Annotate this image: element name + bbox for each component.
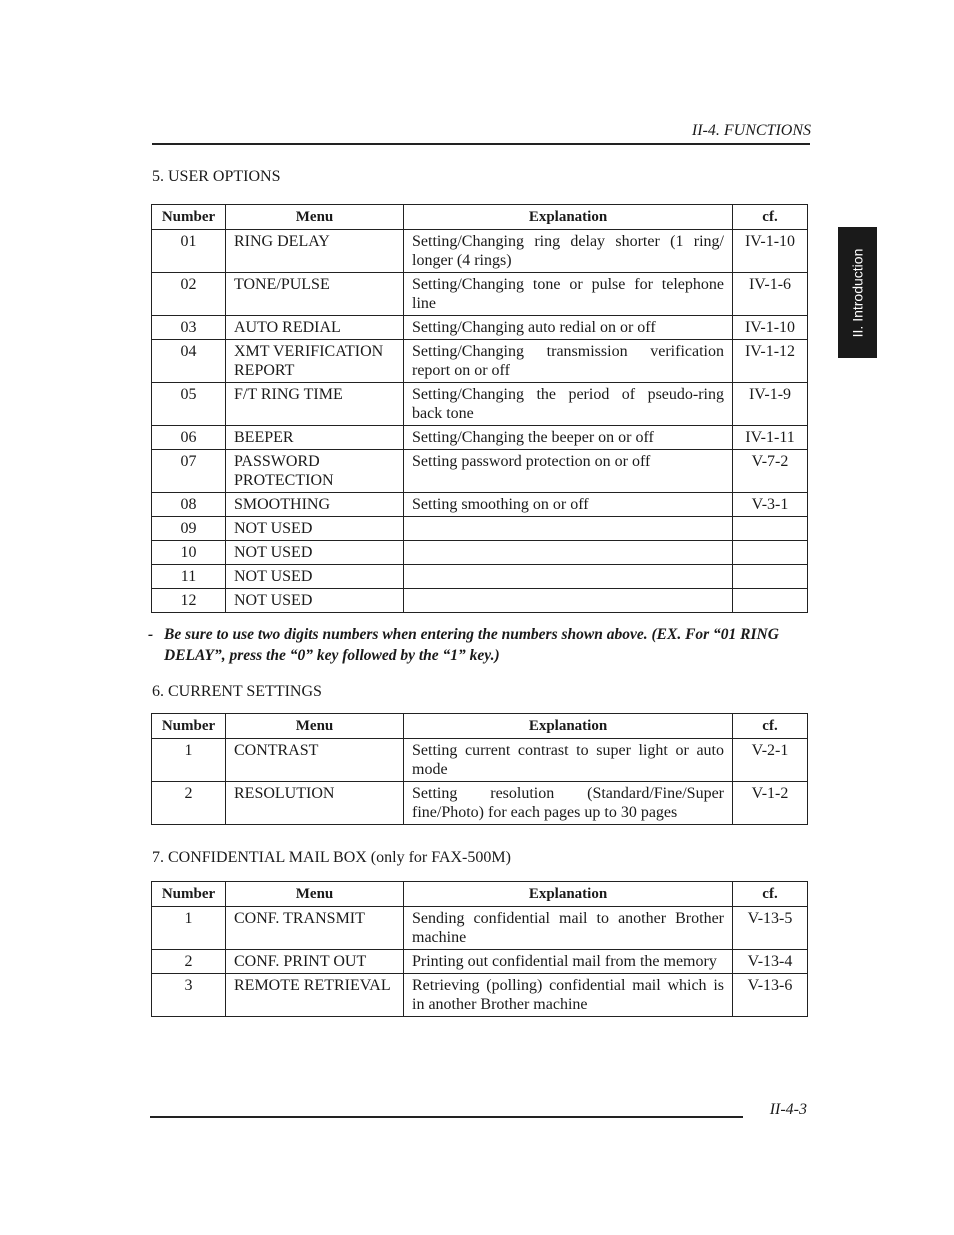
page-header-title: II-4. FUNCTIONS — [691, 122, 811, 139]
row-menu: XMT VERIFICATION REPORT — [226, 340, 404, 383]
row-menu: CONTRAST — [226, 739, 404, 782]
column-header-cf: cf. — [733, 714, 808, 739]
row-number: 06 — [152, 426, 226, 450]
column-header-cf: cf. — [733, 882, 808, 907]
row-number: 08 — [152, 493, 226, 517]
row-explanation: Retrieving (polling) confidential mail which is in another Brother machine — [404, 974, 733, 1017]
row-number: 1 — [152, 907, 226, 950]
footer-rule — [150, 1116, 743, 1118]
row-cf — [733, 517, 808, 541]
row-menu: F/T RING TIME — [226, 383, 404, 426]
table-row — [152, 426, 808, 450]
column-header-explanation: Explanation — [404, 714, 733, 739]
table-row — [152, 493, 808, 517]
table-row — [152, 974, 808, 1017]
column-header-number: Number — [152, 882, 226, 907]
row-explanation — [404, 565, 733, 589]
current-settings-heading: 6. CURRENT SETTINGS — [152, 683, 322, 700]
column-header-menu: Menu — [226, 882, 404, 907]
table-row — [152, 340, 808, 383]
row-explanation: Setting password protection on or off — [404, 450, 733, 493]
row-cf: V-13-6 — [733, 974, 808, 1017]
column-header-explanation: Explanation — [404, 205, 733, 230]
row-number: 07 — [152, 450, 226, 493]
confidential-mailbox-heading: 7. CONFIDENTIAL MAIL BOX (only for FAX-500M) — [152, 849, 511, 866]
row-explanation — [404, 589, 733, 613]
note-text: Be sure to use two digits numbers when entering the numbers shown above. (EX. For “01 RING DELAY”, press the “0” key followed by the “1” key.) — [164, 626, 779, 664]
row-cf: V-13-4 — [733, 950, 808, 974]
row-cf: IV-1-9 — [733, 383, 808, 426]
note-dash: - — [148, 626, 154, 643]
column-header-explanation: Explanation — [404, 882, 733, 907]
table-row — [152, 565, 808, 589]
column-header-number: Number — [152, 205, 226, 230]
row-number: 04 — [152, 340, 226, 383]
table-row — [152, 907, 808, 950]
row-menu: CONF. PRINT OUT — [226, 950, 404, 974]
row-cf: V-7-2 — [733, 450, 808, 493]
row-number: 05 — [152, 383, 226, 426]
row-number: 01 — [152, 230, 226, 273]
table-row — [152, 316, 808, 340]
row-number: 10 — [152, 541, 226, 565]
row-cf: V-13-5 — [733, 907, 808, 950]
row-cf: V-2-1 — [733, 739, 808, 782]
column-header-menu: Menu — [226, 205, 404, 230]
row-number: 11 — [152, 565, 226, 589]
row-cf: V-1-2 — [733, 782, 808, 825]
row-menu: SMOOTHING — [226, 493, 404, 517]
row-menu: NOT USED — [226, 565, 404, 589]
row-menu: AUTO REDIAL — [226, 316, 404, 340]
row-cf: IV-1-10 — [733, 316, 808, 340]
table-row — [152, 950, 808, 974]
row-explanation: Setting/Changing the beeper on or off — [404, 426, 733, 450]
section-side-tab — [838, 227, 877, 358]
row-cf — [733, 589, 808, 613]
table-row — [152, 450, 808, 493]
row-menu: NOT USED — [226, 517, 404, 541]
row-cf: IV-1-6 — [733, 273, 808, 316]
row-number: 02 — [152, 273, 226, 316]
row-menu: PASSWORD PROTECTION — [226, 450, 404, 493]
row-menu: TONE/PULSE — [226, 273, 404, 316]
column-header-cf: cf. — [733, 205, 808, 230]
header-rule — [152, 143, 810, 145]
table-row — [152, 517, 808, 541]
row-cf — [733, 541, 808, 565]
row-cf: IV-1-11 — [733, 426, 808, 450]
row-menu: CONF. TRANSMIT — [226, 907, 404, 950]
row-explanation: Setting/Changing the period of pseudo-ring back tone — [404, 383, 733, 426]
row-cf — [733, 565, 808, 589]
table-header-row — [152, 205, 808, 230]
user-options-table — [151, 204, 808, 613]
row-explanation: Setting/Changing transmission verification report on or off — [404, 340, 733, 383]
row-number: 2 — [152, 950, 226, 974]
row-menu: REMOTE RETRIEVAL — [226, 974, 404, 1017]
user-options-heading: 5. USER OPTIONS — [152, 168, 281, 185]
row-menu: NOT USED — [226, 589, 404, 613]
row-explanation: Setting smoothing on or off — [404, 493, 733, 517]
table-row — [152, 230, 808, 273]
table-row — [152, 383, 808, 426]
current-settings-table — [151, 713, 808, 825]
table-row — [152, 782, 808, 825]
row-explanation: Setting resolution (Standard/Fine/Super fine/Photo) for each pages up to 30 pages — [404, 782, 733, 825]
side-tab-label: II. Introduction — [849, 248, 866, 337]
row-menu: NOT USED — [226, 541, 404, 565]
row-number: 1 — [152, 739, 226, 782]
row-explanation: Setting current contrast to super light or auto mode — [404, 739, 733, 782]
column-header-menu: Menu — [226, 714, 404, 739]
row-explanation: Setting/Changing tone or pulse for telephone line — [404, 273, 733, 316]
table-row — [152, 273, 808, 316]
row-number: 09 — [152, 517, 226, 541]
table-row — [152, 589, 808, 613]
row-number: 2 — [152, 782, 226, 825]
row-explanation: Setting/Changing auto redial on or off — [404, 316, 733, 340]
row-explanation — [404, 541, 733, 565]
row-number: 12 — [152, 589, 226, 613]
row-cf: V-3-1 — [733, 493, 808, 517]
row-explanation: Sending confidential mail to another Brother machine — [404, 907, 733, 950]
table-header-row — [152, 714, 808, 739]
row-number: 03 — [152, 316, 226, 340]
table-header-row — [152, 882, 808, 907]
row-menu: RESOLUTION — [226, 782, 404, 825]
table-row — [152, 739, 808, 782]
row-cf: IV-1-12 — [733, 340, 808, 383]
column-header-number: Number — [152, 714, 226, 739]
row-menu: BEEPER — [226, 426, 404, 450]
page-number: II-4-3 — [769, 1101, 807, 1118]
confidential-mailbox-table — [151, 881, 808, 1017]
row-cf: IV-1-10 — [733, 230, 808, 273]
row-menu: RING DELAY — [226, 230, 404, 273]
table-row — [152, 541, 808, 565]
two-digit-note — [148, 624, 813, 666]
row-explanation — [404, 517, 733, 541]
row-explanation: Setting/Changing ring delay shorter (1 ring/ longer (4 rings) — [404, 230, 733, 273]
row-explanation: Printing out confidential mail from the memory — [404, 950, 733, 974]
row-number: 3 — [152, 974, 226, 1017]
